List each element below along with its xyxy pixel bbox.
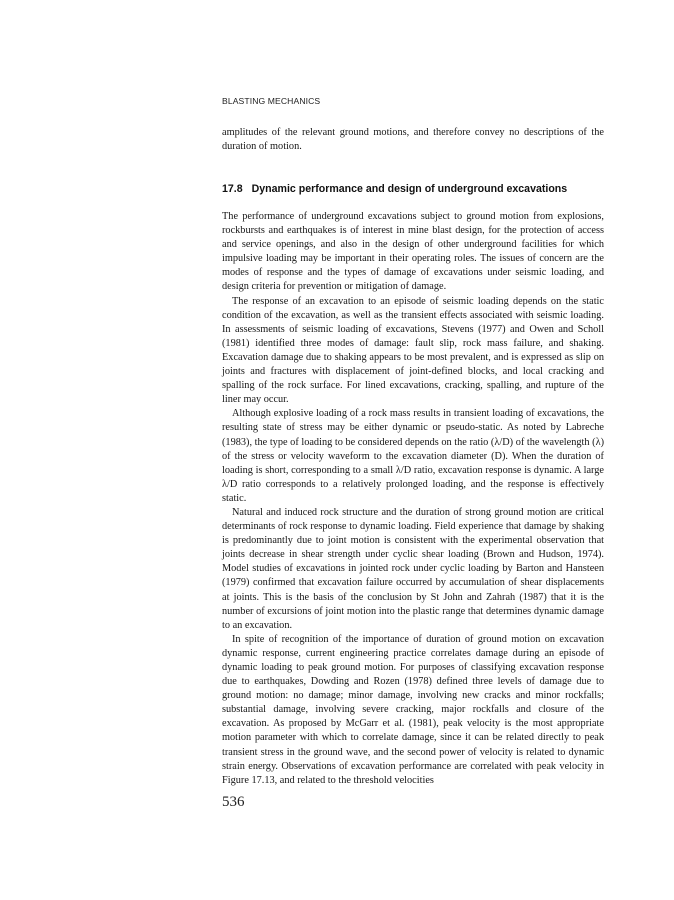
paragraph: Although explosive loading of a rock mass results in transient loading of excavations, the resulting state of stress may be either dynamic or pseudo-static. As noted by Labreche (1983), the type of loading to be considered depends on the ratio (λ/D) of the wavelength (λ) of the stress or velocity waveform to the excavation diameter (D). When the duration of loading is short, corresponding to a small λ/D ratio, excavation response is dynamic. A large λ/D ratio corresponds to a relatively prolonged loading, and the response is effectively static. <box>222 408 604 504</box>
section-heading <box>222 183 622 195</box>
page-number: 536 <box>222 794 245 810</box>
section-title: Dynamic performance and design of underground excavations <box>251 183 568 195</box>
paragraph: In spite of recognition of the importance of duration of ground motion on excavation dynamic response, current engineering practice correlates damage during an episode of dynamic loading to peak ground motion. For purposes of classifying excavation response due to earthquakes, Dowding and Rozen (1978) defined three levels of damage due to ground motion: no damage; minor damage, involving new cracks and minor rockfalls; substantial damage, involving severe cracking, major rockfalls and closure of the excavation. As proposed by McGarr et al. (1981), peak velocity is the most appropriate motion parameter with which to correlate damage, since it can be related directly to peak transient stress in the ground wave, and the second power of velocity is related to dynamic strain energy. Observations of excavation performance are correlated with peak velocity in Figure 17.13, and related to the threshold velocities <box>222 633 604 786</box>
intro-text <box>222 126 604 154</box>
paragraph: The response of an excavation to an episode of seismic loading depends on the static condition of the excavation, as well as the transient effects associated with seismic loading. In assessments of seismic loading of excavations, Stevens (1977) and Owen and Scholl (1981) identified three modes of damage: fault slip, rock mass failure, and shaking. Excavation damage due to shaking appears to be most prevalent, and is expressed as slip on joints and fractures with displacement of joint-defined blocks, and local cracking and spalling of the rock surface. For lined excavations, cracking, spalling, and rupture of the liner may occur. <box>222 295 604 406</box>
paragraph: Natural and induced rock structure and the duration of strong ground motion are critical determinants of rock response to dynamic loading. Field experience that damage by shaking is predominantly due to joint motion is consistent with the experimental observation that joints decrease in shear strength under cyclic shear loading (Brown and Hudson, 1974). Model studies of excavations in jointed rock under cyclic loading by Barton and Hansteen (1979) confirmed that excavation failure occurred by accumulation of shear displacements at joints. This is the basis of the conclusion by St John and Zahrah (1987) that it is the number of excursions of joint motion into the plastic range that determines dynamic damage to an excavation. <box>222 506 604 631</box>
section-number: 17.8 <box>222 183 243 195</box>
running-header: BLASTING MECHANICS <box>222 96 321 106</box>
paragraph: The performance of underground excavations subject to ground motion from explosions, rockbursts and earthquakes is of interest in mine blast design, for the protection of access and service openings, and also in the design of other underground facilities for which impulsive loading may be important in their operating roles. The issues of concern are the modes of response and the types of damage of excavations under seismic loading, and design criteria for prevention or mitigation of damage. <box>222 211 604 293</box>
intro-paragraph: amplitudes of the relevant ground motions, and therefore convey no descriptions of the duration of motion. <box>222 127 604 153</box>
section-body <box>222 210 604 788</box>
